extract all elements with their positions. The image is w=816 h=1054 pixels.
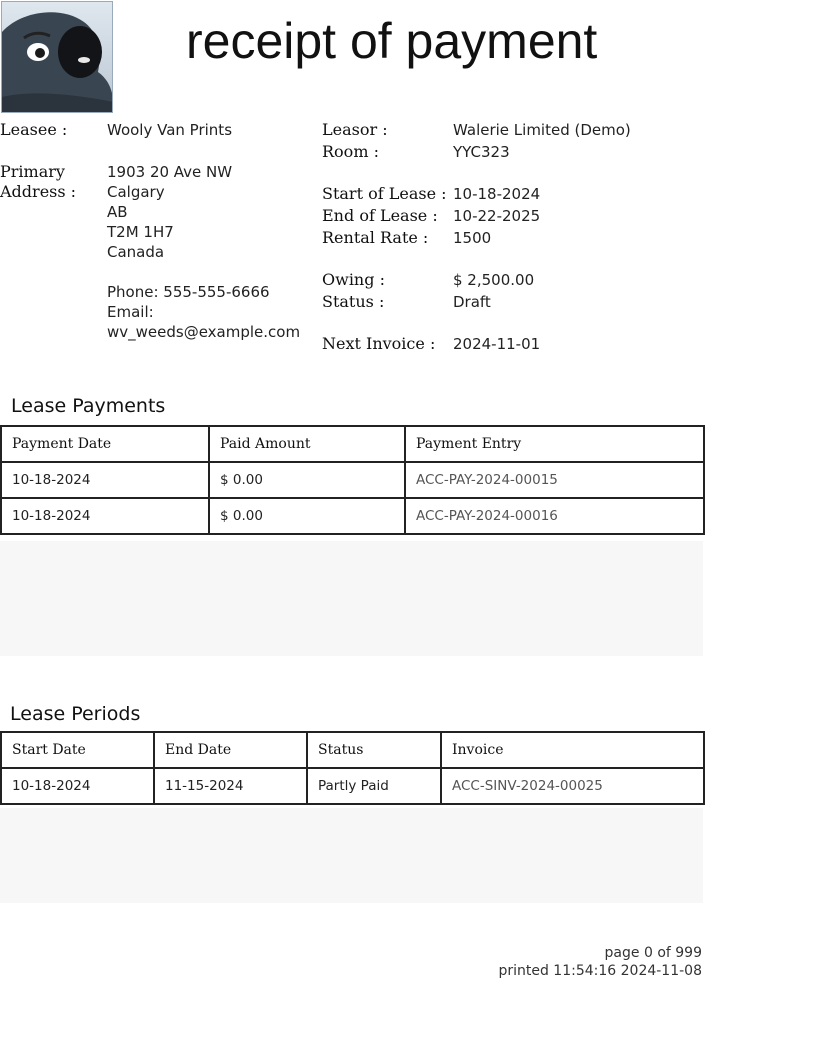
address-line: Calgary [107, 183, 165, 201]
payment-entry-link[interactable]: ACC-PAY-2024-00015 [405, 462, 704, 498]
paid-amount: $ 0.00 [209, 498, 405, 534]
table-row [1, 768, 704, 804]
invoice-link[interactable]: ACC-SINV-2024-00025 [441, 768, 704, 804]
period-status: Partly Paid [307, 768, 441, 804]
printed-timestamp: printed 11:54:16 2024-11-08 [498, 963, 702, 979]
address-line: Canada [107, 243, 165, 261]
table-header-row [1, 732, 704, 768]
periods-table [0, 731, 705, 805]
end-label: End of Lease : [322, 206, 438, 225]
end-value: 10-22-2025 [453, 207, 541, 225]
email-link[interactable]: wv_weeds@example.com [107, 323, 301, 341]
period-start-date: 10-18-2024 [1, 768, 154, 804]
column-header: End Date [154, 732, 307, 768]
leasee-label: Leasee : [0, 120, 68, 139]
address-label-line1: Primary [0, 162, 65, 181]
phone: Phone: 555-555-6666 [107, 283, 270, 301]
address-line: AB [107, 203, 128, 221]
payment-date: 10-18-2024 [1, 498, 209, 534]
start-label: Start of Lease : [322, 184, 447, 203]
owing-value: $ 2,500.00 [453, 271, 535, 289]
payments-empty-area [0, 541, 703, 656]
room-value: YYC323 [453, 143, 510, 161]
rate-value: 1500 [453, 229, 492, 247]
leasor-value: Walerie Limited (Demo) [453, 121, 631, 139]
periods-section-title: Lease Periods [10, 703, 141, 725]
address-label-line2: Address : [0, 182, 77, 201]
leasee-value: Wooly Van Prints [107, 121, 233, 139]
address-line: T2M 1H7 [107, 223, 174, 241]
payments-section-title: Lease Payments [11, 395, 166, 417]
periods-empty-area [0, 808, 703, 903]
document-title: receipt of payment [186, 13, 598, 69]
payments-table [0, 425, 705, 535]
owing-label: Owing : [322, 270, 385, 289]
start-value: 10-18-2024 [453, 185, 541, 203]
payment-entry-link[interactable]: ACC-PAY-2024-00016 [405, 498, 704, 534]
column-header: Start Date [1, 732, 154, 768]
period-end-date: 11-15-2024 [154, 768, 307, 804]
column-header: Payment Entry [405, 426, 704, 462]
address-line: 1903 20 Ave NW [107, 163, 233, 181]
next-invoice-value: 2024-11-01 [453, 335, 541, 353]
column-header: Payment Date [1, 426, 209, 462]
page-number: page 0 of 999 [604, 945, 702, 961]
column-header: Invoice [441, 732, 704, 768]
table-row [1, 498, 704, 534]
payment-date: 10-18-2024 [1, 462, 209, 498]
company-logo [1, 1, 113, 113]
table-row [1, 462, 704, 498]
table-header-row [1, 426, 704, 462]
leasor-label: Leasor : [322, 120, 388, 139]
paid-amount: $ 0.00 [209, 462, 405, 498]
column-header: Status [307, 732, 441, 768]
next-invoice-label: Next Invoice : [322, 334, 436, 353]
status-value: Draft [453, 293, 491, 311]
room-label: Room : [322, 142, 379, 161]
email-label: Email: [107, 303, 154, 321]
status-label: Status : [322, 292, 385, 311]
column-header: Paid Amount [209, 426, 405, 462]
rate-label: Rental Rate : [322, 228, 429, 247]
